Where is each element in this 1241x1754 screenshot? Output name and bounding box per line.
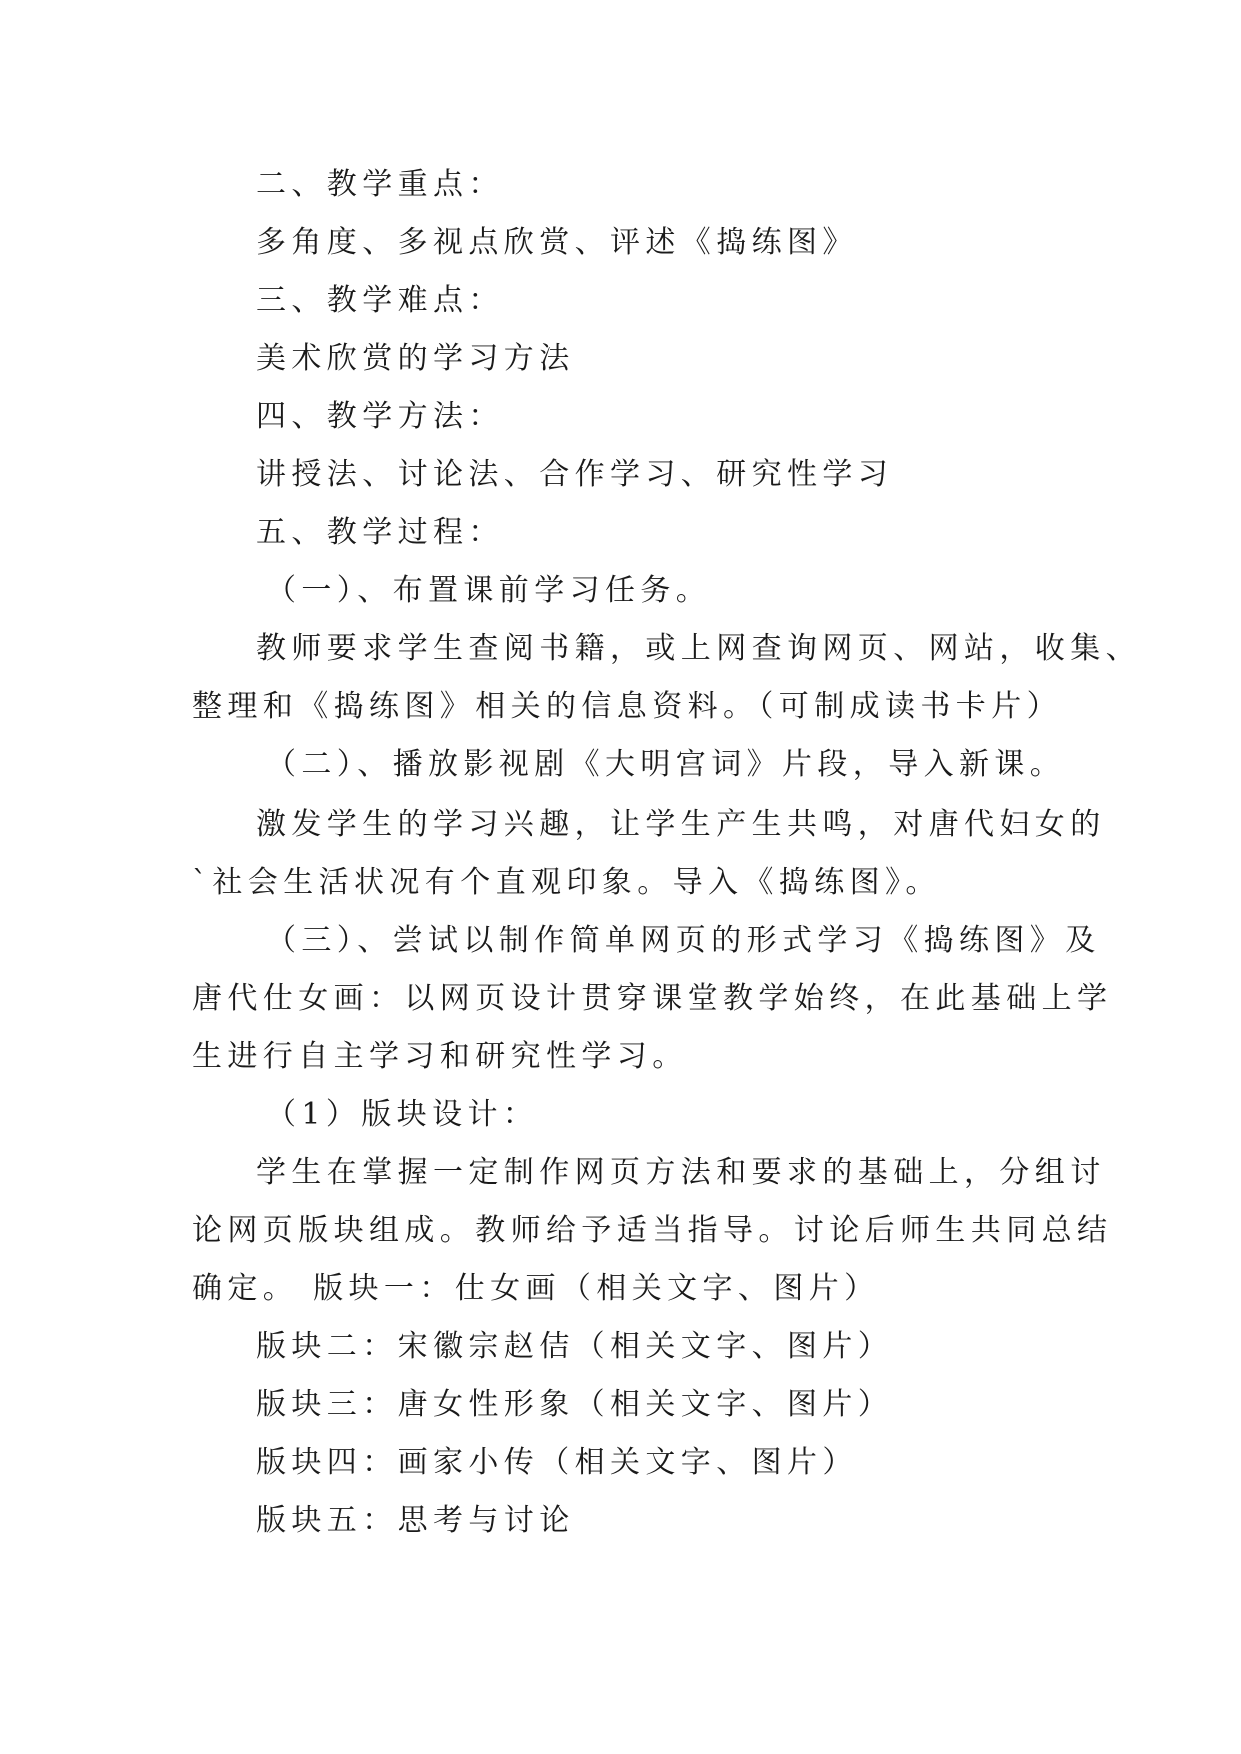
paragraph-line: `社会生活状况有个直观印象。导入《捣练图》。 <box>192 865 941 900</box>
paragraph-line: 生进行自主学习和研究性学习。 <box>192 1039 688 1074</box>
subheading-step-2: （二）、播放影视剧《大明宫词》片段，导入新课。 <box>266 747 1066 782</box>
paragraph-line: 整理和《捣练图》相关的信息资料。（可制成读书卡片） <box>192 689 1062 724</box>
paragraph-line: 学生在掌握一定制作网页方法和要求的基础上，分组讨 <box>256 1155 1106 1190</box>
section-heading-key-points: 二、教学重点： <box>256 167 504 202</box>
section-heading-methods: 四、教学方法： <box>256 399 504 434</box>
paragraph-difficulties: 美术欣赏的学习方法 <box>256 341 575 376</box>
paragraph-key-points: 多角度、多视点欣赏、评述《捣练图》 <box>256 225 858 260</box>
list-item-section-4: 版块四：画家小传（相关文字、图片） <box>256 1445 858 1480</box>
paragraph-methods: 讲授法、讨论法、合作学习、研究性学习 <box>256 457 894 492</box>
paragraph-line: 激发学生的学习兴趣，让学生产生共鸣，对唐代妇女的 <box>256 807 1106 842</box>
paragraph-line: 教师要求学生查阅书籍，或上网查询网页、网站，收集、 <box>256 631 1141 666</box>
paragraph-line: 论网页版块组成。教师给予适当指导。讨论后师生共同总结 <box>192 1213 1113 1248</box>
list-item-section-5: 版块五：思考与讨论 <box>256 1503 575 1538</box>
section-heading-difficulties: 三、教学难点： <box>256 283 504 318</box>
section-heading-process: 五、教学过程： <box>256 515 504 550</box>
list-item-section-3: 版块三：唐女性形象（相关文字、图片） <box>256 1387 894 1422</box>
paragraph-line: 唐代仕女画：以网页设计贯穿课堂教学始终，在此基础上学 <box>192 981 1113 1016</box>
list-item-section-2: 版块二：宋徽宗赵佶（相关文字、图片） <box>256 1329 894 1364</box>
paragraph-line: 确定。 版块一：仕女画（相关文字、图片） <box>192 1271 880 1306</box>
subheading-layout-design: （1）版块设计： <box>266 1097 539 1132</box>
subheading-step-3: （三）、尝试以制作简单网页的形式学习《捣练图》及 <box>266 923 1101 958</box>
subheading-step-1: （一）、布置课前学习任务。 <box>266 573 712 608</box>
